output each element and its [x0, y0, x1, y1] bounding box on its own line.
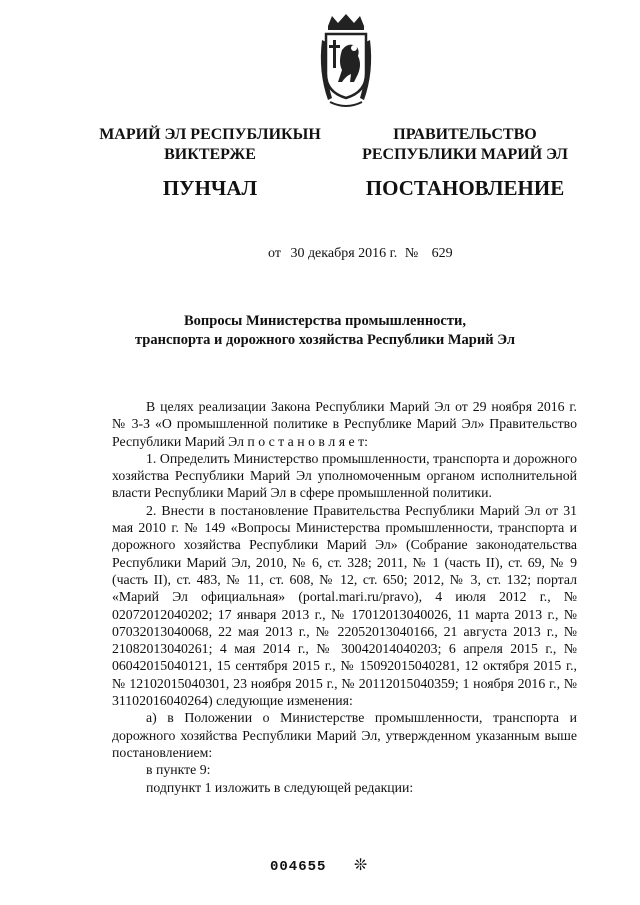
paragraph-preamble: В целях реализации Закона Республики Марий Эл от 29 ноября 2016 г. № 3-З «О промышленной политике в Республике Марий Эл» Правительство Республики Марий Эл п о с т а н о в л я е т:	[112, 399, 577, 449]
snowflake-mark-icon: ❊	[353, 857, 368, 874]
document-title-line2: транспорта и дорожного хозяйства Республики Марий Эл	[135, 332, 515, 348]
header-mari-block	[95, 125, 325, 201]
coat-of-arms-emblem	[318, 12, 374, 112]
document-number: 629	[431, 246, 453, 261]
paragraph-subitem-a: а) в Положении о Министерстве промышленности, транспорта и дорожного хозяйства Республики Марий Эл, утвержденном указанным выше постановлением:	[112, 710, 577, 760]
footer-serial-block	[270, 855, 367, 875]
header-mari-doc-type: ПУНЧАЛ	[162, 176, 258, 200]
coat-of-arms-icon	[318, 12, 374, 112]
number-sign: №	[404, 246, 419, 261]
document-date: 30 декабря 2016 г.	[290, 246, 398, 261]
date-prefix: от	[268, 246, 281, 261]
header-russian-line1: ПРАВИТЕЛЬСТВО	[393, 126, 537, 143]
document-body	[112, 398, 577, 796]
document-date-line	[268, 246, 453, 262]
serial-number: 004655	[270, 859, 327, 875]
paragraph-item-1: 1. Определить Министерство промышленности, транспорта и дорожного хозяйства Республики Марий Эл уполномоченным органом исполнительной власти Республики Марий Эл в сфере промышленной политики.	[112, 450, 577, 501]
header-russian-doc-type: ПОСТАНОВЛЕНИЕ	[365, 176, 565, 200]
header-mari-line2: ВИКТЕРЖЕ	[164, 146, 256, 163]
document-title-line1: Вопросы Министерства промышленности,	[184, 313, 466, 329]
header-russian-block	[345, 125, 585, 201]
header-mari-line1: МАРИЙ ЭЛ РЕСПУБЛИКЫН	[99, 126, 321, 143]
header-russian-line2: РЕСПУБЛИКИ МАРИЙ ЭЛ	[362, 146, 568, 163]
paragraph-item-2: 2. Внести в постановление Правительства Республики Марий Эл от 31 мая 2010 г. № 149 «Вопросы Министерства промышленности, транспорта и дорожного хозяйства Республики Марий Эл» (Собрание законодательства Республики Марий Эл, 2010, № 6, ст. 328; 2011, № 1 (часть II), ст. 69, № 9 (часть II), ст. 483, № 11, ст. 608, № 12, ст. 650; 2012, № 3, ст. 132; портал «Марий Эл официальная» (portal.mari.ru/pravo), 4 июля 2012 г., № 02072012040202; 17 января 2013 г., № 17012013040026, 11 марта 2013 г., № 07032013040068, 22 мая 2013 г., № 22052013040166, 21 августа 2013 г., № 21082013040261; 4 мая 2014 г., № 30042014040203; 6 апреля 2015 г., № 06042015040121, 15 сентября 2015 г., № 15092015040281, 12 октября 2015 г., № 12102015040301, 23 ноября 2015 г., № 20112015040359; 1 ноября 2016 г., № 31102016040264) следующие изменения:	[112, 502, 577, 709]
document-title	[100, 312, 550, 350]
paragraph-subpoint-1: подпункт 1 изложить в следующей редакции:	[146, 779, 414, 795]
paragraph-point-9: в пункте 9:	[146, 762, 211, 778]
